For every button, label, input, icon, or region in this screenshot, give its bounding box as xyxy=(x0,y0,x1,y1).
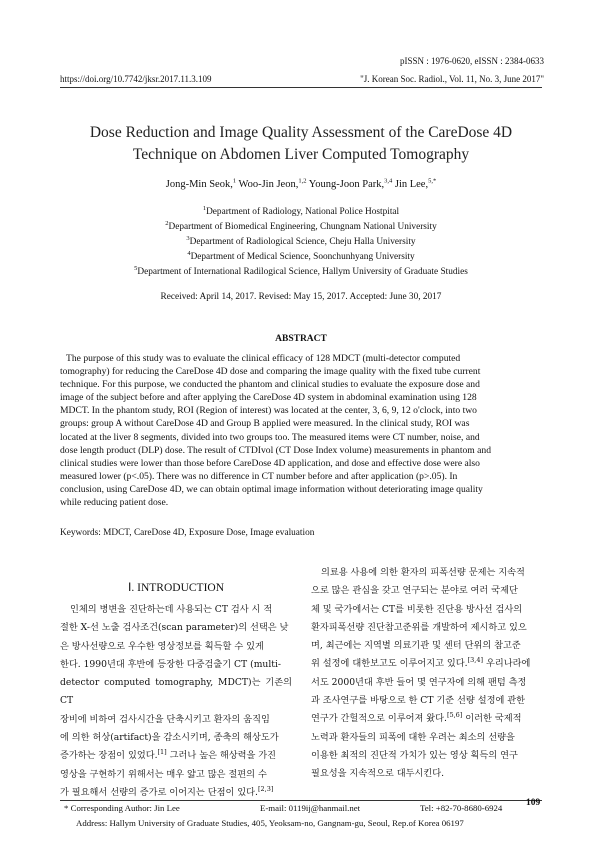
affiliation: $^3$Department of Radiological Science, Cheju Halla University xyxy=(186,234,416,247)
text-line: 절한 X-선 노출 검사조건(scan parameter)의 선택은 낮 xyxy=(60,622,289,634)
issn-line: pISSN : 1976-0620, eISSN : 2384-0633 xyxy=(399,56,544,66)
author: Young-Joon Park,$^{3,4}$ xyxy=(308,177,393,190)
citation: [5,6] xyxy=(446,711,463,720)
text-line: detector computed tomography, MDCT)는 기존의 CT xyxy=(60,677,292,707)
text-line: 으로 많은 관심을 갖고 연구되는 분야로 여러 국제단 xyxy=(311,585,518,597)
keywords: Keywords: MDCT, CareDose 4D, Exposure Dose, Image evaluation xyxy=(60,528,315,538)
text-line: 노력과 환자들의 피폭에 대한 우려는 최소의 선량을 xyxy=(311,731,515,743)
abstract-body xyxy=(60,352,544,509)
header-rule xyxy=(60,87,542,88)
text-line: 영상을 구현하기 위해서는 매우 얇고 많은 절편의 수 xyxy=(60,768,267,780)
abstract-line: technique. For this purpose, we conducted the phantom and clinical studies to evaluate the exposure dose and xyxy=(60,379,480,391)
abstract-line: tomography) for reducing the CareDose 4D dose and comparing the image quality with the fixed tube current xyxy=(60,366,481,378)
text-line: 환자피폭선량 진단참고준위를 개발하여 제시하고 있으 xyxy=(311,621,527,633)
title-line-2: Technique on Abdomen Liver Computed Tomography xyxy=(132,146,470,163)
received-dates: Received: April 14, 2017. Revised: May 15, 2017. Accepted: June 30, 2017 xyxy=(160,292,442,302)
text-line: 며, 최근에는 지역별 의료기관 및 센터 단위의 참고준 xyxy=(311,640,521,652)
text-line: 장비에 비하여 검사시간을 단축시키고 환자의 움직임 xyxy=(60,713,270,725)
abstract-line: measured lower (p<.05). There was no difference in CT number before and after application (p>.05). In xyxy=(60,470,458,482)
text-line: 의료용 사용에 의한 환자의 피폭선량 문제는 지속적 xyxy=(321,567,525,578)
text-line: 증가하는 장점이 있었다.[1] 그러나 높은 해상력을 가진 xyxy=(60,748,277,762)
abstract-line: clinical studies were lower than those before CareDose 4D application, and dose and effective dose were also xyxy=(60,457,480,469)
text-line: 위 설정에 대한보고도 이루어지고 있다.[3,4] 우리나라에 xyxy=(311,656,531,670)
page-number: 109 xyxy=(526,798,541,808)
author: Jin Lee,$^{5,*}$ xyxy=(394,177,437,190)
text-line: 체 및 국가에서는 CT를 비롯한 진단용 방사선 검사의 xyxy=(311,603,523,615)
text-line: 연구가 간헐적으로 이루어져 왔다.[5,6] 이러한 국제적 xyxy=(311,711,522,725)
abstract-line: MDCT. In the phantom study, ROI (Region of interest) was located at the center, 3, 6, 9, 12 o'clock, into two xyxy=(60,405,477,417)
introduction-heading: Ⅰ. INTRODUCTION xyxy=(127,582,225,594)
abstract-line: dose length product (DLP) dose. The result of CTDIvol (CT Dose Index volume) measurements in phantom and xyxy=(60,444,492,456)
abstract-line: conclusion, using CareDose 4D, we can obtain optimal image information without deteriorating image quality xyxy=(60,483,483,495)
text-line: 필요성을 지속적으로 대두시킨다. xyxy=(311,768,445,780)
telephone: Tel: +82-70-8680-6924 xyxy=(420,803,503,813)
abstract-line: groups: group A without CareDose 4D and Group B applied were measured. In the clinical study, ROI was xyxy=(60,418,470,430)
title-line-1: Dose Reduction and Image Quality Assessment of the CareDose 4D xyxy=(89,124,513,141)
journal-citation: "J. Korean Soc. Radiol., Vol. 11, No. 3, June 2017" xyxy=(360,74,544,84)
paper-title xyxy=(60,122,542,166)
affiliation: $^2$Department of Biomedical Engineering, Chungnam National University xyxy=(165,219,437,232)
affiliation: $^4$Department of Medical Science, Soonchunhyang University xyxy=(187,249,415,262)
author: Jong-Min Seok,$^1$ xyxy=(165,177,237,190)
text-line: 은 방사선량으로 우수한 영상정보를 획득할 수 있게 xyxy=(60,640,264,652)
intro-left-column xyxy=(60,601,292,802)
citation: [2,3] xyxy=(257,784,274,793)
affiliation: $^1$Department of Radiology, National Police Hostpital xyxy=(202,204,400,217)
abstract-line: located at the liver 8 segments, divided into two groups too. The measured items were CT number, noise, and xyxy=(60,431,480,443)
abstract-heading: ABSTRACT xyxy=(275,334,327,344)
address: Address: Hallym University of Graduate Studies, 405, Yeoksam-no, Gangnam-gu, Seoul, Rep.of Korea 06197 xyxy=(76,818,464,828)
text-line: 과 조사연구를 바탕으로 한 CT 기준 선량 설정에 관한 xyxy=(311,695,526,707)
abstract-line: The purpose of this study was to evaluate the clinical efficacy of 128 MDCT (multi-detector computed xyxy=(66,353,461,364)
text-line: 가 필요해서 선량의 증가로 이어지는 단점이 있다.[2,3] xyxy=(60,784,274,798)
author: Woo-Jin Jeon,$^{1,2}$ xyxy=(238,177,307,190)
abstract-line: while reducing patient dose. xyxy=(60,497,169,509)
citation: [3,4] xyxy=(467,656,484,665)
email[interactable]: E-mail: 0119ij@hanmail.net xyxy=(260,803,361,813)
author-list xyxy=(60,179,542,190)
affiliation: $^5$Department of International Radilogical Science, Hallym University of Graduate Studies xyxy=(134,264,468,277)
text-line: 에 의한 허상(artifact)을 감소시키며, 종축의 해상도가 xyxy=(60,732,279,744)
text-line: 인체의 병변을 진단하는데 사용되는 CT 검사 시 적 xyxy=(70,604,273,615)
abstract-line: image of the subject before and after applying the CareDose 4D system in abdominal examination using 128 xyxy=(60,392,477,404)
text-line: 서도 2000년대 후반 들어 몇 연구자에 의해 팬텀 측정 xyxy=(311,676,527,688)
text-line: 이용한 최적의 진단적 가치가 있는 영상 획득의 연구 xyxy=(311,749,518,761)
footer-rule xyxy=(60,800,542,801)
citation: [1] xyxy=(157,748,167,757)
text-line: 한다. 1990년대 후반에 등장한 다중검출기 CT (multi- xyxy=(60,658,281,670)
intro-right-column xyxy=(311,564,543,784)
doi-link[interactable]: https://doi.org/10.7742/jksr.2017.11.3.109 xyxy=(60,74,212,84)
corresponding-author: * Corresponding Author: Jin Lee xyxy=(64,803,180,813)
